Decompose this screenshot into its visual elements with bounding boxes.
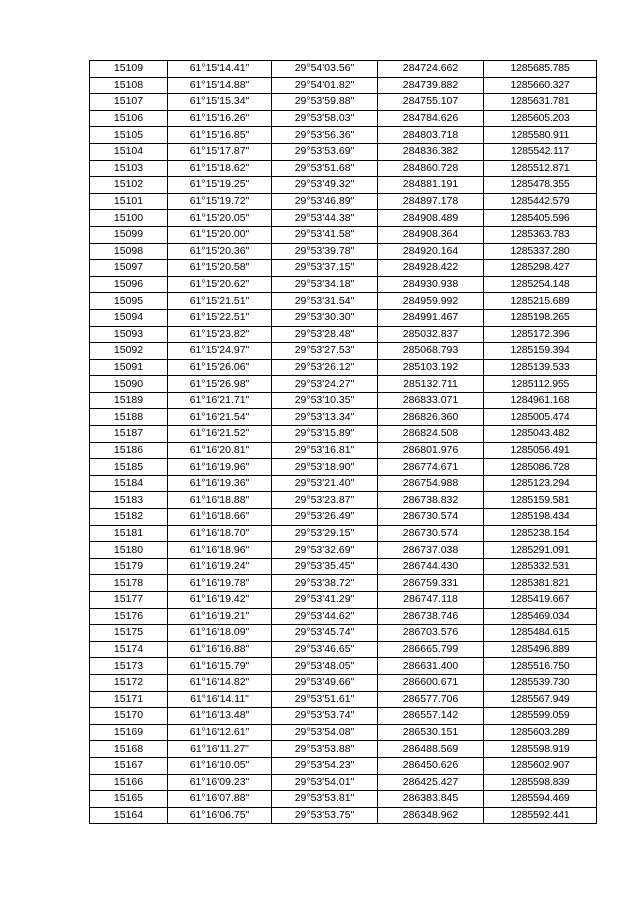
point-id-cell: 15166 bbox=[90, 774, 168, 791]
point-id-cell: 15103 bbox=[90, 160, 168, 177]
point-id-cell: 15093 bbox=[90, 326, 168, 343]
table-row bbox=[90, 641, 597, 658]
latitude-cell: 29°53'49.66" bbox=[272, 674, 378, 691]
easting-cell: 284784.626 bbox=[378, 110, 484, 127]
latitude-cell: 29°53'28.48" bbox=[272, 326, 378, 343]
longitude-cell: 61°15'16.26" bbox=[168, 110, 272, 127]
easting-cell: 284991.467 bbox=[378, 309, 484, 326]
latitude-cell: 29°53'39.78" bbox=[272, 243, 378, 260]
table-row bbox=[90, 61, 597, 78]
latitude-cell: 29°53'23.87" bbox=[272, 492, 378, 509]
latitude-cell: 29°53'53.81" bbox=[272, 791, 378, 808]
table-row bbox=[90, 343, 597, 360]
northing-cell: 1285580.911 bbox=[484, 127, 597, 144]
latitude-cell: 29°53'51.61" bbox=[272, 691, 378, 708]
easting-cell: 286754.988 bbox=[378, 475, 484, 492]
northing-cell: 1285139.533 bbox=[484, 359, 597, 376]
easting-cell: 284908.364 bbox=[378, 226, 484, 243]
table-row bbox=[90, 724, 597, 741]
northing-cell: 1285337.280 bbox=[484, 243, 597, 260]
latitude-cell: 29°54'01.82" bbox=[272, 77, 378, 94]
point-id-cell: 15183 bbox=[90, 492, 168, 509]
table-row bbox=[90, 575, 597, 592]
latitude-cell: 29°53'53.69" bbox=[272, 143, 378, 160]
easting-cell: 286826.360 bbox=[378, 409, 484, 426]
northing-cell: 1285363.783 bbox=[484, 226, 597, 243]
point-id-cell: 15180 bbox=[90, 542, 168, 559]
table-row bbox=[90, 94, 597, 111]
table-row bbox=[90, 426, 597, 443]
point-id-cell: 15177 bbox=[90, 592, 168, 609]
longitude-cell: 61°15'20.36" bbox=[168, 243, 272, 260]
point-id-cell: 15169 bbox=[90, 724, 168, 741]
latitude-cell: 29°53'24.27" bbox=[272, 376, 378, 393]
point-id-cell: 15187 bbox=[90, 426, 168, 443]
latitude-cell: 29°53'53.88" bbox=[272, 741, 378, 758]
northing-cell: 1285159.394 bbox=[484, 343, 597, 360]
table-row bbox=[90, 791, 597, 808]
latitude-cell: 29°53'21.40" bbox=[272, 475, 378, 492]
northing-cell: 1285567.949 bbox=[484, 691, 597, 708]
northing-cell: 1285478.355 bbox=[484, 177, 597, 194]
longitude-cell: 61°15'18.62" bbox=[168, 160, 272, 177]
northing-cell: 1285381.821 bbox=[484, 575, 597, 592]
longitude-cell: 61°16'07.88" bbox=[168, 791, 272, 808]
latitude-cell: 29°53'41.29" bbox=[272, 592, 378, 609]
point-id-cell: 15108 bbox=[90, 77, 168, 94]
point-id-cell: 15097 bbox=[90, 260, 168, 277]
northing-cell: 1285598.839 bbox=[484, 774, 597, 791]
table-row bbox=[90, 309, 597, 326]
point-id-cell: 15099 bbox=[90, 226, 168, 243]
northing-cell: 1285238.154 bbox=[484, 525, 597, 542]
point-id-cell: 15092 bbox=[90, 343, 168, 360]
point-id-cell: 15098 bbox=[90, 243, 168, 260]
easting-cell: 285032.837 bbox=[378, 326, 484, 343]
latitude-cell: 29°53'45.74" bbox=[272, 625, 378, 642]
latitude-cell: 29°53'44.38" bbox=[272, 210, 378, 227]
easting-cell: 286450.626 bbox=[378, 757, 484, 774]
latitude-cell: 29°53'53.74" bbox=[272, 708, 378, 725]
northing-cell: 1285112.955 bbox=[484, 376, 597, 393]
northing-cell: 1285198.265 bbox=[484, 309, 597, 326]
easting-cell: 284920.164 bbox=[378, 243, 484, 260]
easting-cell: 284836.382 bbox=[378, 143, 484, 160]
longitude-cell: 61°16'10.05" bbox=[168, 757, 272, 774]
point-id-cell: 15179 bbox=[90, 558, 168, 575]
longitude-cell: 61°15'14.88" bbox=[168, 77, 272, 94]
easting-cell: 284897.178 bbox=[378, 193, 484, 210]
point-id-cell: 15106 bbox=[90, 110, 168, 127]
table-row bbox=[90, 276, 597, 293]
table-row bbox=[90, 774, 597, 791]
point-id-cell: 15164 bbox=[90, 807, 168, 824]
northing-cell: 1285539.730 bbox=[484, 674, 597, 691]
northing-cell: 1285419.667 bbox=[484, 592, 597, 609]
latitude-cell: 29°53'49.32" bbox=[272, 177, 378, 194]
point-id-cell: 15095 bbox=[90, 293, 168, 310]
northing-cell: 1285442.579 bbox=[484, 193, 597, 210]
northing-cell: 1285332.531 bbox=[484, 558, 597, 575]
longitude-cell: 61°16'18.88" bbox=[168, 492, 272, 509]
longitude-cell: 61°15'19.72" bbox=[168, 193, 272, 210]
longitude-cell: 61°16'21.71" bbox=[168, 392, 272, 409]
latitude-cell: 29°53'27.53" bbox=[272, 343, 378, 360]
table-row bbox=[90, 77, 597, 94]
table-row bbox=[90, 592, 597, 609]
easting-cell: 284739.882 bbox=[378, 77, 484, 94]
northing-cell: 1285631.781 bbox=[484, 94, 597, 111]
longitude-cell: 61°16'15.79" bbox=[168, 658, 272, 675]
longitude-cell: 61°15'23.82" bbox=[168, 326, 272, 343]
northing-cell: 1285602.907 bbox=[484, 757, 597, 774]
latitude-cell: 29°53'51.68" bbox=[272, 160, 378, 177]
longitude-cell: 61°15'26.98" bbox=[168, 376, 272, 393]
easting-cell: 286824.508 bbox=[378, 426, 484, 443]
longitude-cell: 61°16'18.09" bbox=[168, 625, 272, 642]
longitude-cell: 61°15'16.85" bbox=[168, 127, 272, 144]
northing-cell: 1284961.168 bbox=[484, 392, 597, 409]
table-row bbox=[90, 210, 597, 227]
easting-cell: 286833.071 bbox=[378, 392, 484, 409]
point-id-cell: 15105 bbox=[90, 127, 168, 144]
longitude-cell: 61°16'06.75" bbox=[168, 807, 272, 824]
table-row bbox=[90, 359, 597, 376]
table-row bbox=[90, 674, 597, 691]
table-row bbox=[90, 525, 597, 542]
latitude-cell: 29°53'34.18" bbox=[272, 276, 378, 293]
easting-cell: 286737.038 bbox=[378, 542, 484, 559]
point-id-cell: 15168 bbox=[90, 741, 168, 758]
table-row bbox=[90, 558, 597, 575]
easting-cell: 286738.832 bbox=[378, 492, 484, 509]
easting-cell: 286383.845 bbox=[378, 791, 484, 808]
easting-cell: 286744.430 bbox=[378, 558, 484, 575]
table-row bbox=[90, 143, 597, 160]
northing-cell: 1285291.091 bbox=[484, 542, 597, 559]
easting-cell: 286703.576 bbox=[378, 625, 484, 642]
latitude-cell: 29°53'59.88" bbox=[272, 94, 378, 111]
table-row bbox=[90, 226, 597, 243]
table-row bbox=[90, 326, 597, 343]
easting-cell: 284755.107 bbox=[378, 94, 484, 111]
easting-cell: 286759.331 bbox=[378, 575, 484, 592]
easting-cell: 284724.662 bbox=[378, 61, 484, 78]
table-row bbox=[90, 475, 597, 492]
northing-cell: 1285198.434 bbox=[484, 509, 597, 526]
longitude-cell: 61°15'22.51" bbox=[168, 309, 272, 326]
point-id-cell: 15109 bbox=[90, 61, 168, 78]
latitude-cell: 29°53'58.03" bbox=[272, 110, 378, 127]
northing-cell: 1285254.148 bbox=[484, 276, 597, 293]
table-row bbox=[90, 608, 597, 625]
northing-cell: 1285685.785 bbox=[484, 61, 597, 78]
point-id-cell: 15101 bbox=[90, 193, 168, 210]
northing-cell: 1285542.117 bbox=[484, 143, 597, 160]
point-id-cell: 15184 bbox=[90, 475, 168, 492]
point-id-cell: 15186 bbox=[90, 442, 168, 459]
longitude-cell: 61°15'19.25" bbox=[168, 177, 272, 194]
northing-cell: 1285298.427 bbox=[484, 260, 597, 277]
table-row bbox=[90, 691, 597, 708]
point-id-cell: 15170 bbox=[90, 708, 168, 725]
latitude-cell: 29°53'41.58" bbox=[272, 226, 378, 243]
table-row bbox=[90, 127, 597, 144]
point-id-cell: 15091 bbox=[90, 359, 168, 376]
point-id-cell: 15176 bbox=[90, 608, 168, 625]
latitude-cell: 29°53'54.23" bbox=[272, 757, 378, 774]
northing-cell: 1285405.596 bbox=[484, 210, 597, 227]
latitude-cell: 29°53'54.08" bbox=[272, 724, 378, 741]
longitude-cell: 61°16'13.48" bbox=[168, 708, 272, 725]
easting-cell: 286425.427 bbox=[378, 774, 484, 791]
latitude-cell: 29°53'30.30" bbox=[272, 309, 378, 326]
longitude-cell: 61°16'11.27" bbox=[168, 741, 272, 758]
northing-cell: 1285603.289 bbox=[484, 724, 597, 741]
longitude-cell: 61°16'14.82" bbox=[168, 674, 272, 691]
latitude-cell: 29°53'32.69" bbox=[272, 542, 378, 559]
easting-cell: 286730.574 bbox=[378, 509, 484, 526]
latitude-cell: 29°53'48.05" bbox=[272, 658, 378, 675]
point-id-cell: 15175 bbox=[90, 625, 168, 642]
easting-cell: 284803.718 bbox=[378, 127, 484, 144]
longitude-cell: 61°16'18.70" bbox=[168, 525, 272, 542]
longitude-cell: 61°16'12.61" bbox=[168, 724, 272, 741]
point-id-cell: 15167 bbox=[90, 757, 168, 774]
longitude-cell: 61°16'16.88" bbox=[168, 641, 272, 658]
longitude-cell: 61°16'18.66" bbox=[168, 509, 272, 526]
easting-cell: 284930.938 bbox=[378, 276, 484, 293]
table-row bbox=[90, 757, 597, 774]
longitude-cell: 61°16'19.21" bbox=[168, 608, 272, 625]
easting-cell: 286774.671 bbox=[378, 459, 484, 476]
easting-cell: 284959.992 bbox=[378, 293, 484, 310]
latitude-cell: 29°53'56.36" bbox=[272, 127, 378, 144]
table-row bbox=[90, 807, 597, 824]
longitude-cell: 61°15'21.51" bbox=[168, 293, 272, 310]
northing-cell: 1285605.203 bbox=[484, 110, 597, 127]
table-row bbox=[90, 243, 597, 260]
easting-cell: 284928.422 bbox=[378, 260, 484, 277]
longitude-cell: 61°16'19.24" bbox=[168, 558, 272, 575]
longitude-cell: 61°16'19.78" bbox=[168, 575, 272, 592]
longitude-cell: 61°15'20.62" bbox=[168, 276, 272, 293]
table-row bbox=[90, 293, 597, 310]
latitude-cell: 29°53'46.89" bbox=[272, 193, 378, 210]
latitude-cell: 29°53'54.01" bbox=[272, 774, 378, 791]
table-row bbox=[90, 110, 597, 127]
point-id-cell: 15102 bbox=[90, 177, 168, 194]
latitude-cell: 29°53'29.15" bbox=[272, 525, 378, 542]
latitude-cell: 29°53'16.81" bbox=[272, 442, 378, 459]
northing-cell: 1285123.294 bbox=[484, 475, 597, 492]
table-row bbox=[90, 459, 597, 476]
latitude-cell: 29°53'18.90" bbox=[272, 459, 378, 476]
table-row bbox=[90, 741, 597, 758]
northing-cell: 1285005.474 bbox=[484, 409, 597, 426]
longitude-cell: 61°16'21.54" bbox=[168, 409, 272, 426]
northing-cell: 1285469.034 bbox=[484, 608, 597, 625]
longitude-cell: 61°16'20.81" bbox=[168, 442, 272, 459]
point-id-cell: 15182 bbox=[90, 509, 168, 526]
longitude-cell: 61°15'14.41" bbox=[168, 61, 272, 78]
longitude-cell: 61°15'20.58" bbox=[168, 260, 272, 277]
point-id-cell: 15188 bbox=[90, 409, 168, 426]
northing-cell: 1285056.491 bbox=[484, 442, 597, 459]
longitude-cell: 61°15'24.97" bbox=[168, 343, 272, 360]
point-id-cell: 15090 bbox=[90, 376, 168, 393]
easting-cell: 286631.400 bbox=[378, 658, 484, 675]
point-id-cell: 15107 bbox=[90, 94, 168, 111]
longitude-cell: 61°15'15.34" bbox=[168, 94, 272, 111]
longitude-cell: 61°15'20.00" bbox=[168, 226, 272, 243]
longitude-cell: 61°15'20.05" bbox=[168, 210, 272, 227]
table-row bbox=[90, 625, 597, 642]
easting-cell: 284881.191 bbox=[378, 177, 484, 194]
easting-cell: 286557.142 bbox=[378, 708, 484, 725]
longitude-cell: 61°15'17.87" bbox=[168, 143, 272, 160]
longitude-cell: 61°16'19.96" bbox=[168, 459, 272, 476]
table-row bbox=[90, 193, 597, 210]
table-row bbox=[90, 442, 597, 459]
latitude-cell: 29°53'35.45" bbox=[272, 558, 378, 575]
coordinates-table bbox=[89, 60, 597, 824]
easting-cell: 284908.489 bbox=[378, 210, 484, 227]
table-row bbox=[90, 492, 597, 509]
easting-cell: 286577.706 bbox=[378, 691, 484, 708]
latitude-cell: 29°53'10.35" bbox=[272, 392, 378, 409]
northing-cell: 1285599.059 bbox=[484, 708, 597, 725]
latitude-cell: 29°53'31.54" bbox=[272, 293, 378, 310]
table-row bbox=[90, 542, 597, 559]
longitude-cell: 61°16'19.36" bbox=[168, 475, 272, 492]
northing-cell: 1285159.581 bbox=[484, 492, 597, 509]
latitude-cell: 29°53'37.15" bbox=[272, 260, 378, 277]
northing-cell: 1285043.482 bbox=[484, 426, 597, 443]
point-id-cell: 15189 bbox=[90, 392, 168, 409]
point-id-cell: 15104 bbox=[90, 143, 168, 160]
point-id-cell: 15100 bbox=[90, 210, 168, 227]
table-row bbox=[90, 658, 597, 675]
point-id-cell: 15173 bbox=[90, 658, 168, 675]
easting-cell: 285132.711 bbox=[378, 376, 484, 393]
latitude-cell: 29°54'03.56" bbox=[272, 61, 378, 78]
point-id-cell: 15185 bbox=[90, 459, 168, 476]
point-id-cell: 15171 bbox=[90, 691, 168, 708]
latitude-cell: 29°53'26.12" bbox=[272, 359, 378, 376]
easting-cell: 286801.976 bbox=[378, 442, 484, 459]
table-row bbox=[90, 509, 597, 526]
northing-cell: 1285660.327 bbox=[484, 77, 597, 94]
longitude-cell: 61°16'18.96" bbox=[168, 542, 272, 559]
northing-cell: 1285215.689 bbox=[484, 293, 597, 310]
latitude-cell: 29°53'13.34" bbox=[272, 409, 378, 426]
table-row bbox=[90, 177, 597, 194]
document-page bbox=[89, 60, 596, 824]
easting-cell: 284860.728 bbox=[378, 160, 484, 177]
longitude-cell: 61°16'09.23" bbox=[168, 774, 272, 791]
point-id-cell: 15174 bbox=[90, 641, 168, 658]
easting-cell: 286738.746 bbox=[378, 608, 484, 625]
point-id-cell: 15096 bbox=[90, 276, 168, 293]
point-id-cell: 15094 bbox=[90, 309, 168, 326]
table-row bbox=[90, 260, 597, 277]
northing-cell: 1285598.919 bbox=[484, 741, 597, 758]
latitude-cell: 29°53'44.62" bbox=[272, 608, 378, 625]
longitude-cell: 61°15'26.06" bbox=[168, 359, 272, 376]
latitude-cell: 29°53'38.72" bbox=[272, 575, 378, 592]
northing-cell: 1285484.615 bbox=[484, 625, 597, 642]
northing-cell: 1285594.469 bbox=[484, 791, 597, 808]
easting-cell: 286348.962 bbox=[378, 807, 484, 824]
longitude-cell: 61°16'21.52" bbox=[168, 426, 272, 443]
easting-cell: 286488.569 bbox=[378, 741, 484, 758]
northing-cell: 1285512.871 bbox=[484, 160, 597, 177]
point-id-cell: 15172 bbox=[90, 674, 168, 691]
easting-cell: 286730.574 bbox=[378, 525, 484, 542]
coordinates-table-body bbox=[90, 61, 597, 824]
latitude-cell: 29°53'26.49" bbox=[272, 509, 378, 526]
northing-cell: 1285086.728 bbox=[484, 459, 597, 476]
latitude-cell: 29°53'53.75" bbox=[272, 807, 378, 824]
northing-cell: 1285496.889 bbox=[484, 641, 597, 658]
easting-cell: 286665.799 bbox=[378, 641, 484, 658]
longitude-cell: 61°16'14.11" bbox=[168, 691, 272, 708]
table-row bbox=[90, 708, 597, 725]
point-id-cell: 15165 bbox=[90, 791, 168, 808]
easting-cell: 286600.671 bbox=[378, 674, 484, 691]
easting-cell: 285103.192 bbox=[378, 359, 484, 376]
northing-cell: 1285172.396 bbox=[484, 326, 597, 343]
table-row bbox=[90, 160, 597, 177]
easting-cell: 285068.793 bbox=[378, 343, 484, 360]
easting-cell: 286530.151 bbox=[378, 724, 484, 741]
point-id-cell: 15178 bbox=[90, 575, 168, 592]
northing-cell: 1285516.750 bbox=[484, 658, 597, 675]
table-row bbox=[90, 392, 597, 409]
latitude-cell: 29°53'46.65" bbox=[272, 641, 378, 658]
point-id-cell: 15181 bbox=[90, 525, 168, 542]
northing-cell: 1285592.441 bbox=[484, 807, 597, 824]
table-row bbox=[90, 409, 597, 426]
longitude-cell: 61°16'19.42" bbox=[168, 592, 272, 609]
latitude-cell: 29°53'15.89" bbox=[272, 426, 378, 443]
table-row bbox=[90, 376, 597, 393]
easting-cell: 286747.118 bbox=[378, 592, 484, 609]
